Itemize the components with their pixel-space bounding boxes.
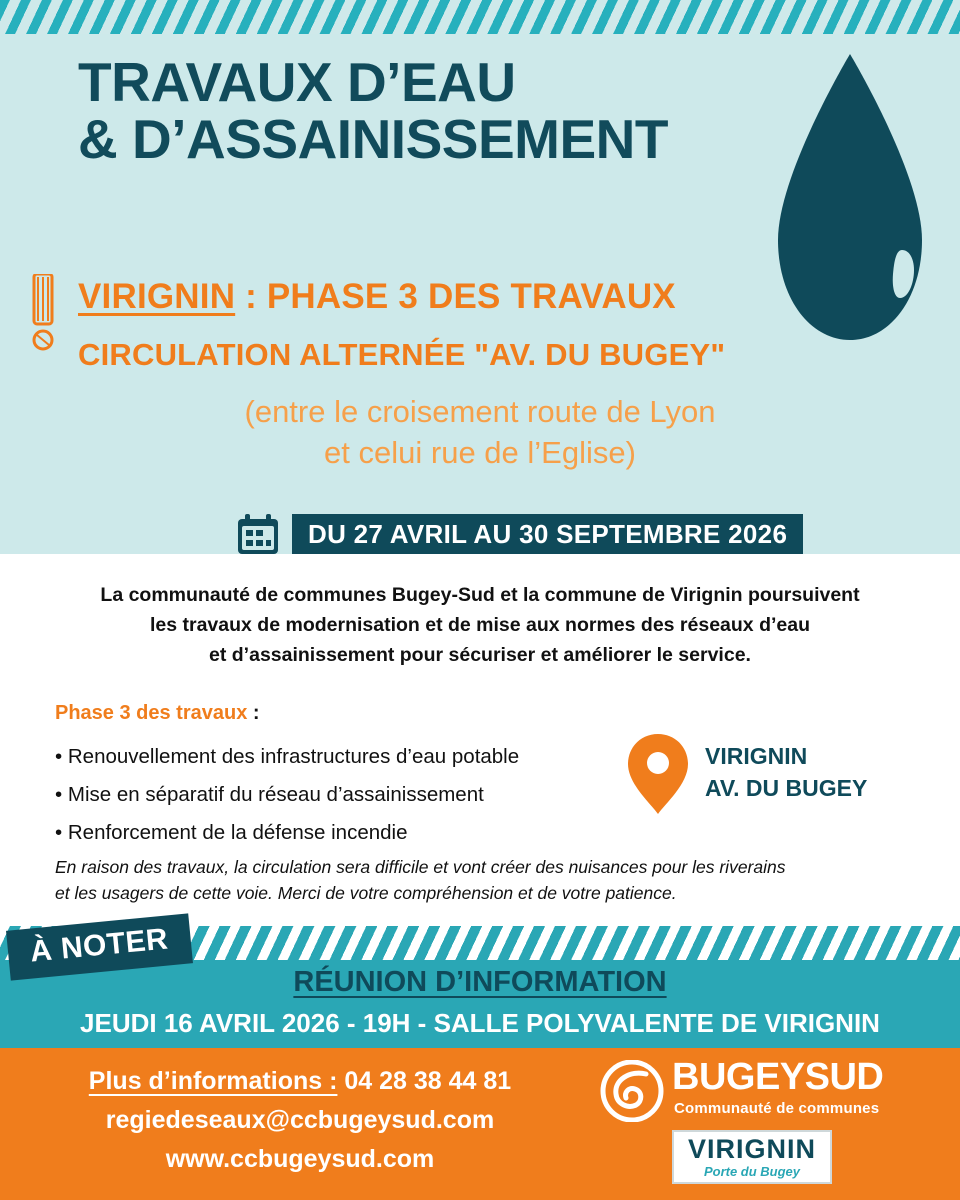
contact-phone: 04 28 38 44 81 — [337, 1067, 512, 1095]
intro-line-1: La communauté de communes Bugey-Sud et la commune de Virignin poursuivent — [100, 584, 860, 606]
works-list — [55, 738, 635, 852]
contact-label: Plus d’informations : — [88, 1067, 338, 1095]
calendar-icon — [236, 514, 280, 556]
contact-website[interactable]: www.ccbugeysud.com — [165, 1144, 435, 1173]
map-pin-icon — [625, 732, 691, 816]
location-block — [625, 732, 925, 822]
date-bar — [236, 514, 916, 556]
disclaimer-line-2: et les usagers de cette voie. Merci de votre compréhension et de votre patience. — [55, 883, 677, 904]
top-hatched-stripe — [0, 0, 960, 34]
phase-heading-text: Phase 3 des travaux — [55, 702, 248, 724]
subtitle-location-line-2: et celui rue de l’Eglise) — [324, 434, 636, 470]
list-item: • Renforcement de la défense incendie — [55, 820, 408, 844]
subtitle-phase — [78, 277, 938, 317]
contact-block — [30, 1062, 570, 1178]
subtitle-location-detail — [60, 392, 900, 474]
body-block — [0, 554, 960, 926]
intro-line-2: les travaux de modernisation et de mise aux normes des réseaux d’eau — [149, 614, 811, 637]
location-line-1: VIRIGNIN — [705, 743, 808, 769]
meeting-title: RÉUNION D’INFORMATION — [293, 966, 667, 998]
virignin-logo — [672, 1130, 832, 1184]
a-noter-badge: À NOTER — [6, 913, 192, 980]
disclaimer — [55, 854, 915, 907]
phase-heading — [55, 702, 260, 725]
list-item: • Mise en séparatif du réseau d’assainissement — [55, 782, 484, 806]
disclaimer-line-1: En raison des travaux, la circulation sera difficile et vont créer des nuisances pour les riverains — [55, 857, 786, 877]
intro-line-3: et d’assainissement pour sécuriser et améliorer le service. — [209, 644, 751, 667]
location-text — [705, 741, 867, 804]
subtitle-phase-rest: : PHASE 3 DES TRAVAUX — [235, 277, 676, 316]
intro-paragraph — [50, 580, 910, 671]
bugeysud-swirl-logo — [600, 1060, 664, 1122]
header-block — [0, 34, 960, 554]
subtitle-town: VIRIGNIN — [78, 277, 236, 316]
title-line-2: & D’ASSAINISSEMENT — [78, 108, 668, 171]
date-range: DU 27 AVRIL AU 30 SEPTEMBRE 2026 — [292, 514, 803, 556]
subtitle-circulation: CIRCULATION ALTERNÉE "AV. DU BUGEY" — [78, 337, 726, 372]
list-item: • Renouvellement des infrastructures d’eau potable — [55, 745, 520, 768]
contact-phone-line — [30, 1062, 570, 1101]
bugeysud-logo — [600, 1056, 940, 1122]
exclamation-mark-icon — [30, 274, 56, 352]
bugeysud-logo-text: BUGEYSUD — [672, 1056, 884, 1098]
title-line-1: TRAVAUX D’EAU — [78, 51, 516, 113]
virignin-logo-text: VIRIGNIN — [687, 1134, 816, 1164]
virignin-logo-subtitle: Porte du Bugey — [703, 1164, 801, 1179]
location-line-2: AV. DU BUGEY — [705, 774, 868, 801]
page-title — [78, 51, 878, 171]
contact-email[interactable]: regiedeseaux@ccbugeysud.com — [105, 1105, 495, 1134]
subtitle-location-line-1: (entre le croisement route de Lyon — [244, 394, 716, 429]
bugeysud-logo-subtitle: Communauté de communes — [674, 1100, 880, 1117]
meeting-details: JEUDI 16 AVRIL 2026 - 19H - SALLE POLYVALENTE DE VIRIGNIN — [80, 1008, 880, 1038]
phase-heading-colon: : — [247, 702, 260, 724]
